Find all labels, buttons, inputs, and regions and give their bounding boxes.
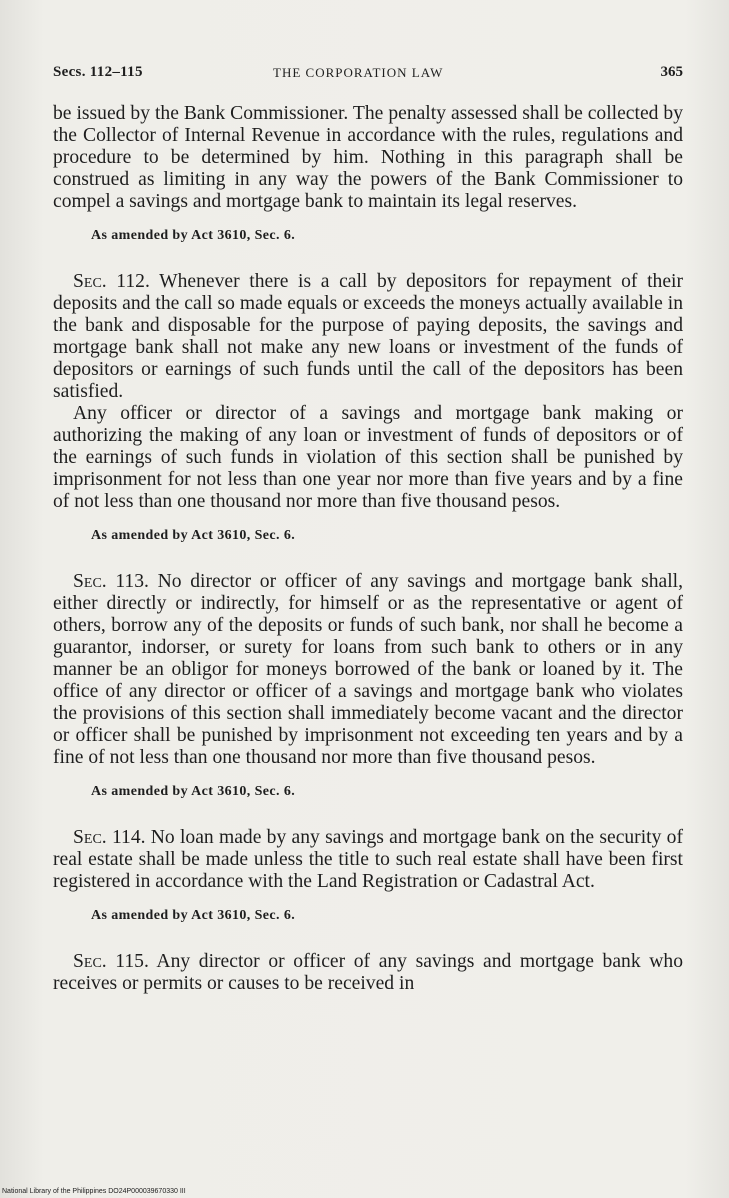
amendment-note: As amended by Act 3610, Sec. 6. xyxy=(91,228,296,243)
section-114-text: No loan made by any savings and mortgage bank on the security of real estate shall be made unless the title to such real estate shall have been first registered in accordance with the Land Registration or Cadastral Act. xyxy=(53,827,683,892)
section-112-text: Whenever there is a call by depositors for repayment of their deposits and the call so made equals or exceeds the moneys actually available in the bank and disposable for the purpose of paying deposits, the savings and mortgage bank shall not make any new loans or investment of the funds of depositors or earnings of such funds until the call of the depositors has been satisfied. xyxy=(53,271,683,402)
section-112-label: Sec. 112. xyxy=(73,271,150,292)
scan-footer: National Library of the Philippines DO24P000039670330 III xyxy=(2,1188,186,1195)
section-range: Secs. 112–115 xyxy=(53,64,143,80)
section-115-paragraph xyxy=(53,951,683,995)
section-113-text: No director or officer of any savings and mortgage bank shall, either directly or indirectly, for himself or as the representative or agent of others, borrow any of the deposits or funds of such bank, nor shall he become a guarantor, indorser, or surety for loans from such bank to others or in any manner be an obligor for moneys borrowed of the bank or loaned by it. The office of any director or officer of a savings and mortgage bank who violates the provisions of this section shall immediately become vacant and the director or officer shall be punished by imprisonment not exceeding ten years and by a fine of not less than one thousand nor more than five thousand pesos. xyxy=(53,571,683,768)
section-112-paragraph-2: Any officer or director of a savings and mortgage bank making or authorizing the making of any loan or investment of funds of depositors or of the earnings of such funds in violation of this section shall be punished by imprisonment for not less than one year nor more than five years and by a fine of not less than one thousand nor more than five thousand pesos. xyxy=(53,403,683,512)
book-title: THE CORPORATION LAW xyxy=(273,65,444,80)
section-113-label: Sec. 113. xyxy=(73,571,149,592)
amendment-note: As amended by Act 3610, Sec. 6. xyxy=(91,784,296,799)
section-115-text: Any director or officer of any savings and mortgage bank who receives or permits or causes to be received in xyxy=(53,951,683,994)
amendment-note: As amended by Act 3610, Sec. 6. xyxy=(91,908,296,923)
section-112-paragraph xyxy=(53,271,683,403)
amendment-note: As amended by Act 3610, Sec. 6. xyxy=(91,528,296,543)
running-header xyxy=(53,64,683,86)
section-114-paragraph xyxy=(53,827,683,893)
continuation-paragraph: be issued by the Bank Commissioner. The penalty assessed shall be collected by the Collector of Internal Revenue in accordance with the rules, regulations and procedure to be determined by him. Nothing in this paragraph shall be construed as limiting in any way the powers of the Bank Commissioner to compel a savings and mortgage bank to maintain its legal reserves. xyxy=(53,103,683,212)
page-number: 365 xyxy=(660,64,683,80)
page-body xyxy=(53,103,683,995)
section-114-label: Sec. 114. xyxy=(73,827,146,848)
section-115-label: Sec. 115. xyxy=(73,951,149,972)
section-113-paragraph xyxy=(53,571,683,769)
